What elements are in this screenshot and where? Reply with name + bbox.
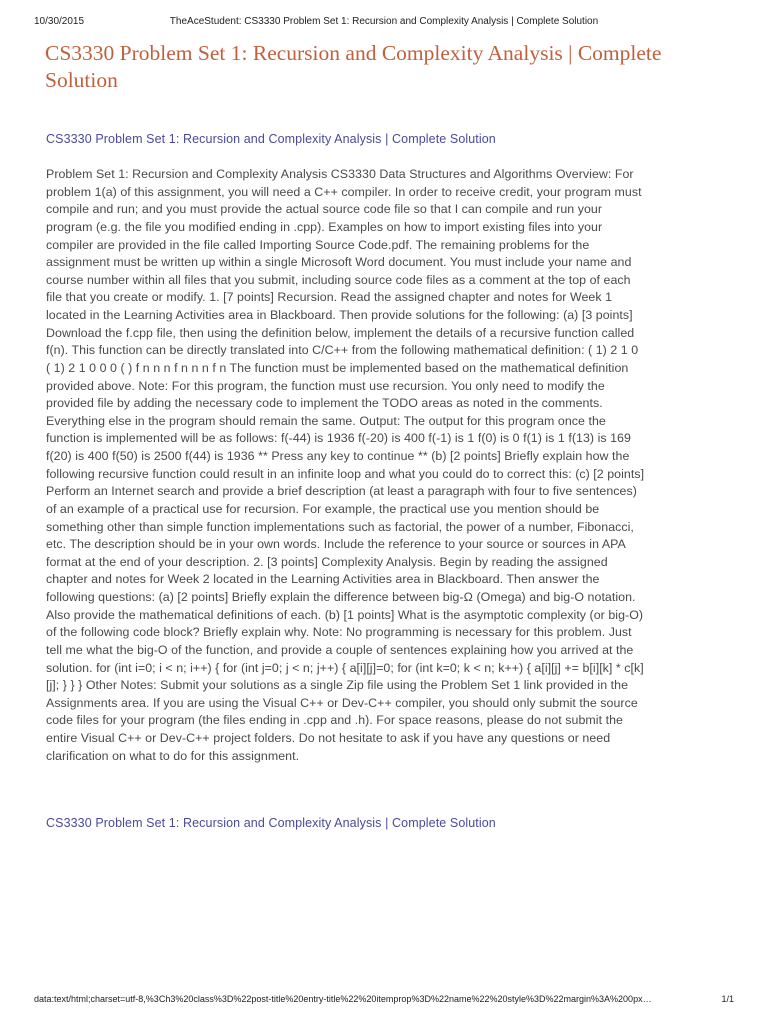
solution-link-top[interactable]: CS3330 Problem Set 1: Recursion and Complexity Analysis | Complete Solution: [46, 132, 496, 146]
solution-link-bottom[interactable]: CS3330 Problem Set 1: Recursion and Complexity Analysis | Complete Solution: [46, 816, 496, 830]
print-date: 10/30/2015: [34, 16, 85, 27]
print-header: [34, 16, 734, 30]
print-page-title: TheAceStudent: CS3330 Problem Set 1: Recursion and Complexity Analysis | Complete Solution: [169, 16, 599, 27]
print-footer: [34, 994, 734, 1006]
post-title: CS3330 Problem Set 1: Recursion and Complexity Analysis | Complete Solution: [45, 41, 662, 92]
post-body: Problem Set 1: Recursion and Complexity Analysis CS3330 Data Structures and Algorithms Overview: For problem 1(a) of this assignment, you will need a C++ compiler. In order to receive credit, your program must compile and run; and you must provide the actual source code file so that I can compile and run your program (e.g. the file you modified ending in .cpp). Examples on how to import existing files into your compiler are provided in the file called Importing Source Code.pdf. The remaining problems for the assignment must be written up within a single Microsoft Word document. You must include your name and course number within all files that you submit, including source code files as a comment at the top of each file that you create or modify. 1. [7 points] Recursion. Read the assigned chapter and notes for Week 1 located in the Learning Activities area in Blackboard. Then provide solutions for the following: (a) [3 points] Download the f.cpp file, then using the definition below, implement the details of a recursive function called f(n). This function can be directly translated into C/C++ from the following mathematical definition: ( 1) 2 1 0 ( 1) 2 1 0 0 0 ( ) f n n n f n n n f n The function must be implemented based on the mathematical definition provided above. Note: For this program, the function must use recursion. You only need to modify the provided file by adding the necessary code to implement the TODO areas as noted in the comments. Everything else in the program should remain the same. Output: The output for this program once the function is implemented will be as follows: f(-44) is 1936 f(-20) is 400 f(-1) is 1 f(0) is 0 f(1) is 1 f(13) is 169 f(20) is 400 f(50) is 2500 f(44) is 1936 ** Press any key to continue ** (b) [2 points] Briefly explain how the following recursive function could result in an infinite loop and what you could do to correct this: (c) [2 points] Perform an Internet search and provide a brief description (at least a paragraph with four to five sentences) of an example of a practical use for recursion. For example, the practical use you mention should be something other than simple function implementations such as factorial, the power of a number, Fibonacci, etc. The description should be in your own words. Include the reference to your source or sources in APA format at the end of your description. 2. [3 points] Complexity Analysis. Begin by reading the assigned chapter and notes for Week 2 located in the Learning Activities area in Blackboard. Then answer the following questions: (a) [2 points] Briefly explain the difference between big-Ω (Omega) and big-O notation. Also provide the mathematical definitions of each. (b) [1 points] What is the asymptotic complexity (or big-O) of the following code block? Briefly explain why. Note: No programming is necessary for this problem. Just tell me what the big-O of the function, and provide a couple of sentences explaining how you arrived at the solution. for (int i=0; i < n; i++) { for (int j=0; j < n; j++) { a[i][j]=0; for (int k=0; k < n; k++) { a[i][j] += b[i][k] * c[k][j]; } } } Other Notes: Submit your solutions as a single Zip file using the Problem Set 1 link provided in the Assignments area. If you are using the Visual C++ or Dev-C++ compiler, you should only submit the source code files for your program (the files ending in .cpp and .h). For space reasons, please do not submit the entire Visual C++ or Dev-C++ project folders. Do not hesitate to ask if you have any questions or need clarification on what to do for this assignment.: [46, 167, 645, 763]
page-number: 1/1: [721, 994, 734, 1004]
print-url: data:text/html;charset=utf-8,%3Ch3%20class%3D%22post-title%20entry-title%22%20itemprop%3D%22name%22%20style%3D%22margin%3A%200px…: [34, 994, 652, 1004]
